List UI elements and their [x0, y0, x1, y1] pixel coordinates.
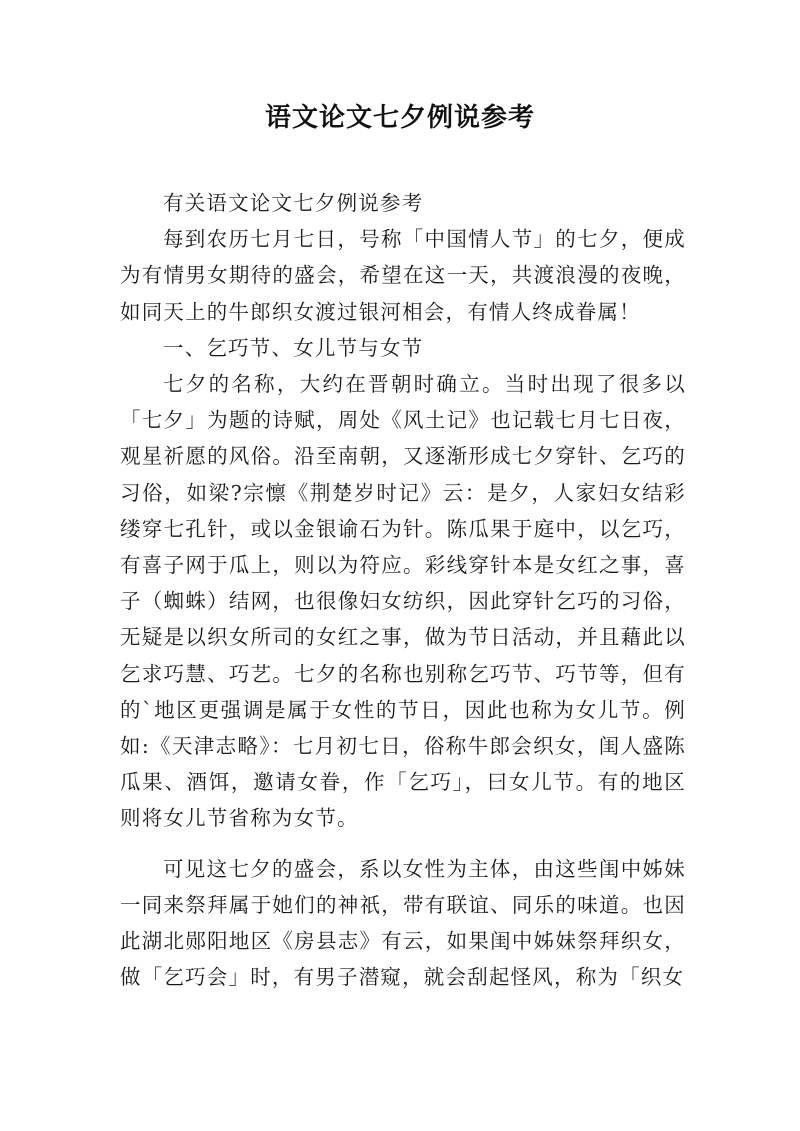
document-title: 语文论文七夕例说参考 [264, 103, 535, 133]
paragraph-qixi-overview: 每到农历七月七日，号称「中国情人节」的七夕，便成为有情男女期待的盛会，希望在这一天，共渡浪漫的夜晚，如同天上的牛郎织女渡过银河相会，有情人终成眷属！ [120, 227, 686, 324]
section-heading-1: 一、乞巧节、女儿节与女节 [163, 335, 424, 360]
paragraph-qixi-history: 七夕的名称，大约在晋朝时确立。当时出现了很多以「七夕」为题的诗赋，周处《风土记》也记载七月七日夜，观星祈愿的风俗。沿至南朝，又逐渐形成七夕穿针、乞巧的习俗，如梁?宗懔《荆楚岁时记》云：是夕，人家妇女结彩缕穿七孔针，或以金银谕石为针。陈瓜果于庭中，以乞巧，有喜子网于瓜上，则以为符应。彩线穿针本是女红之事，喜子（蜘蛛）结网，也很像妇女纺织，因此穿针乞巧的习俗，无疑是以织女所司的女红之事，做为节日活动，并且藉此以乞求巧慧、巧艺。七夕的名称也别称乞巧节、巧节等，但有的`地区更强调是属于女性的节日，因此也称为女儿节。例如:《天津志略》：七月初七日，俗称牛郎会织女，闺人盛陈瓜果、酒饵，邀请女眷，作「乞巧」，曰女儿节。有的地区则将女儿节省称为女节。 [120, 372, 686, 831]
document-body [120, 185, 686, 995]
paragraph-women-gathering: 可见这七夕的盛会，系以女性为主体，由这些闺中姊妹一同来祭拜属于她们的神祇，带有联谊、同乐的味道。也因此湖北郧阳地区《房县志》有云，如果闺中姊妹祭拜织女，做「乞巧会」时，有男子潜窥，就会刮起怪风，称为「织女 [120, 856, 686, 990]
paragraph-intro: 有关语文论文七夕例说参考 [163, 191, 424, 215]
